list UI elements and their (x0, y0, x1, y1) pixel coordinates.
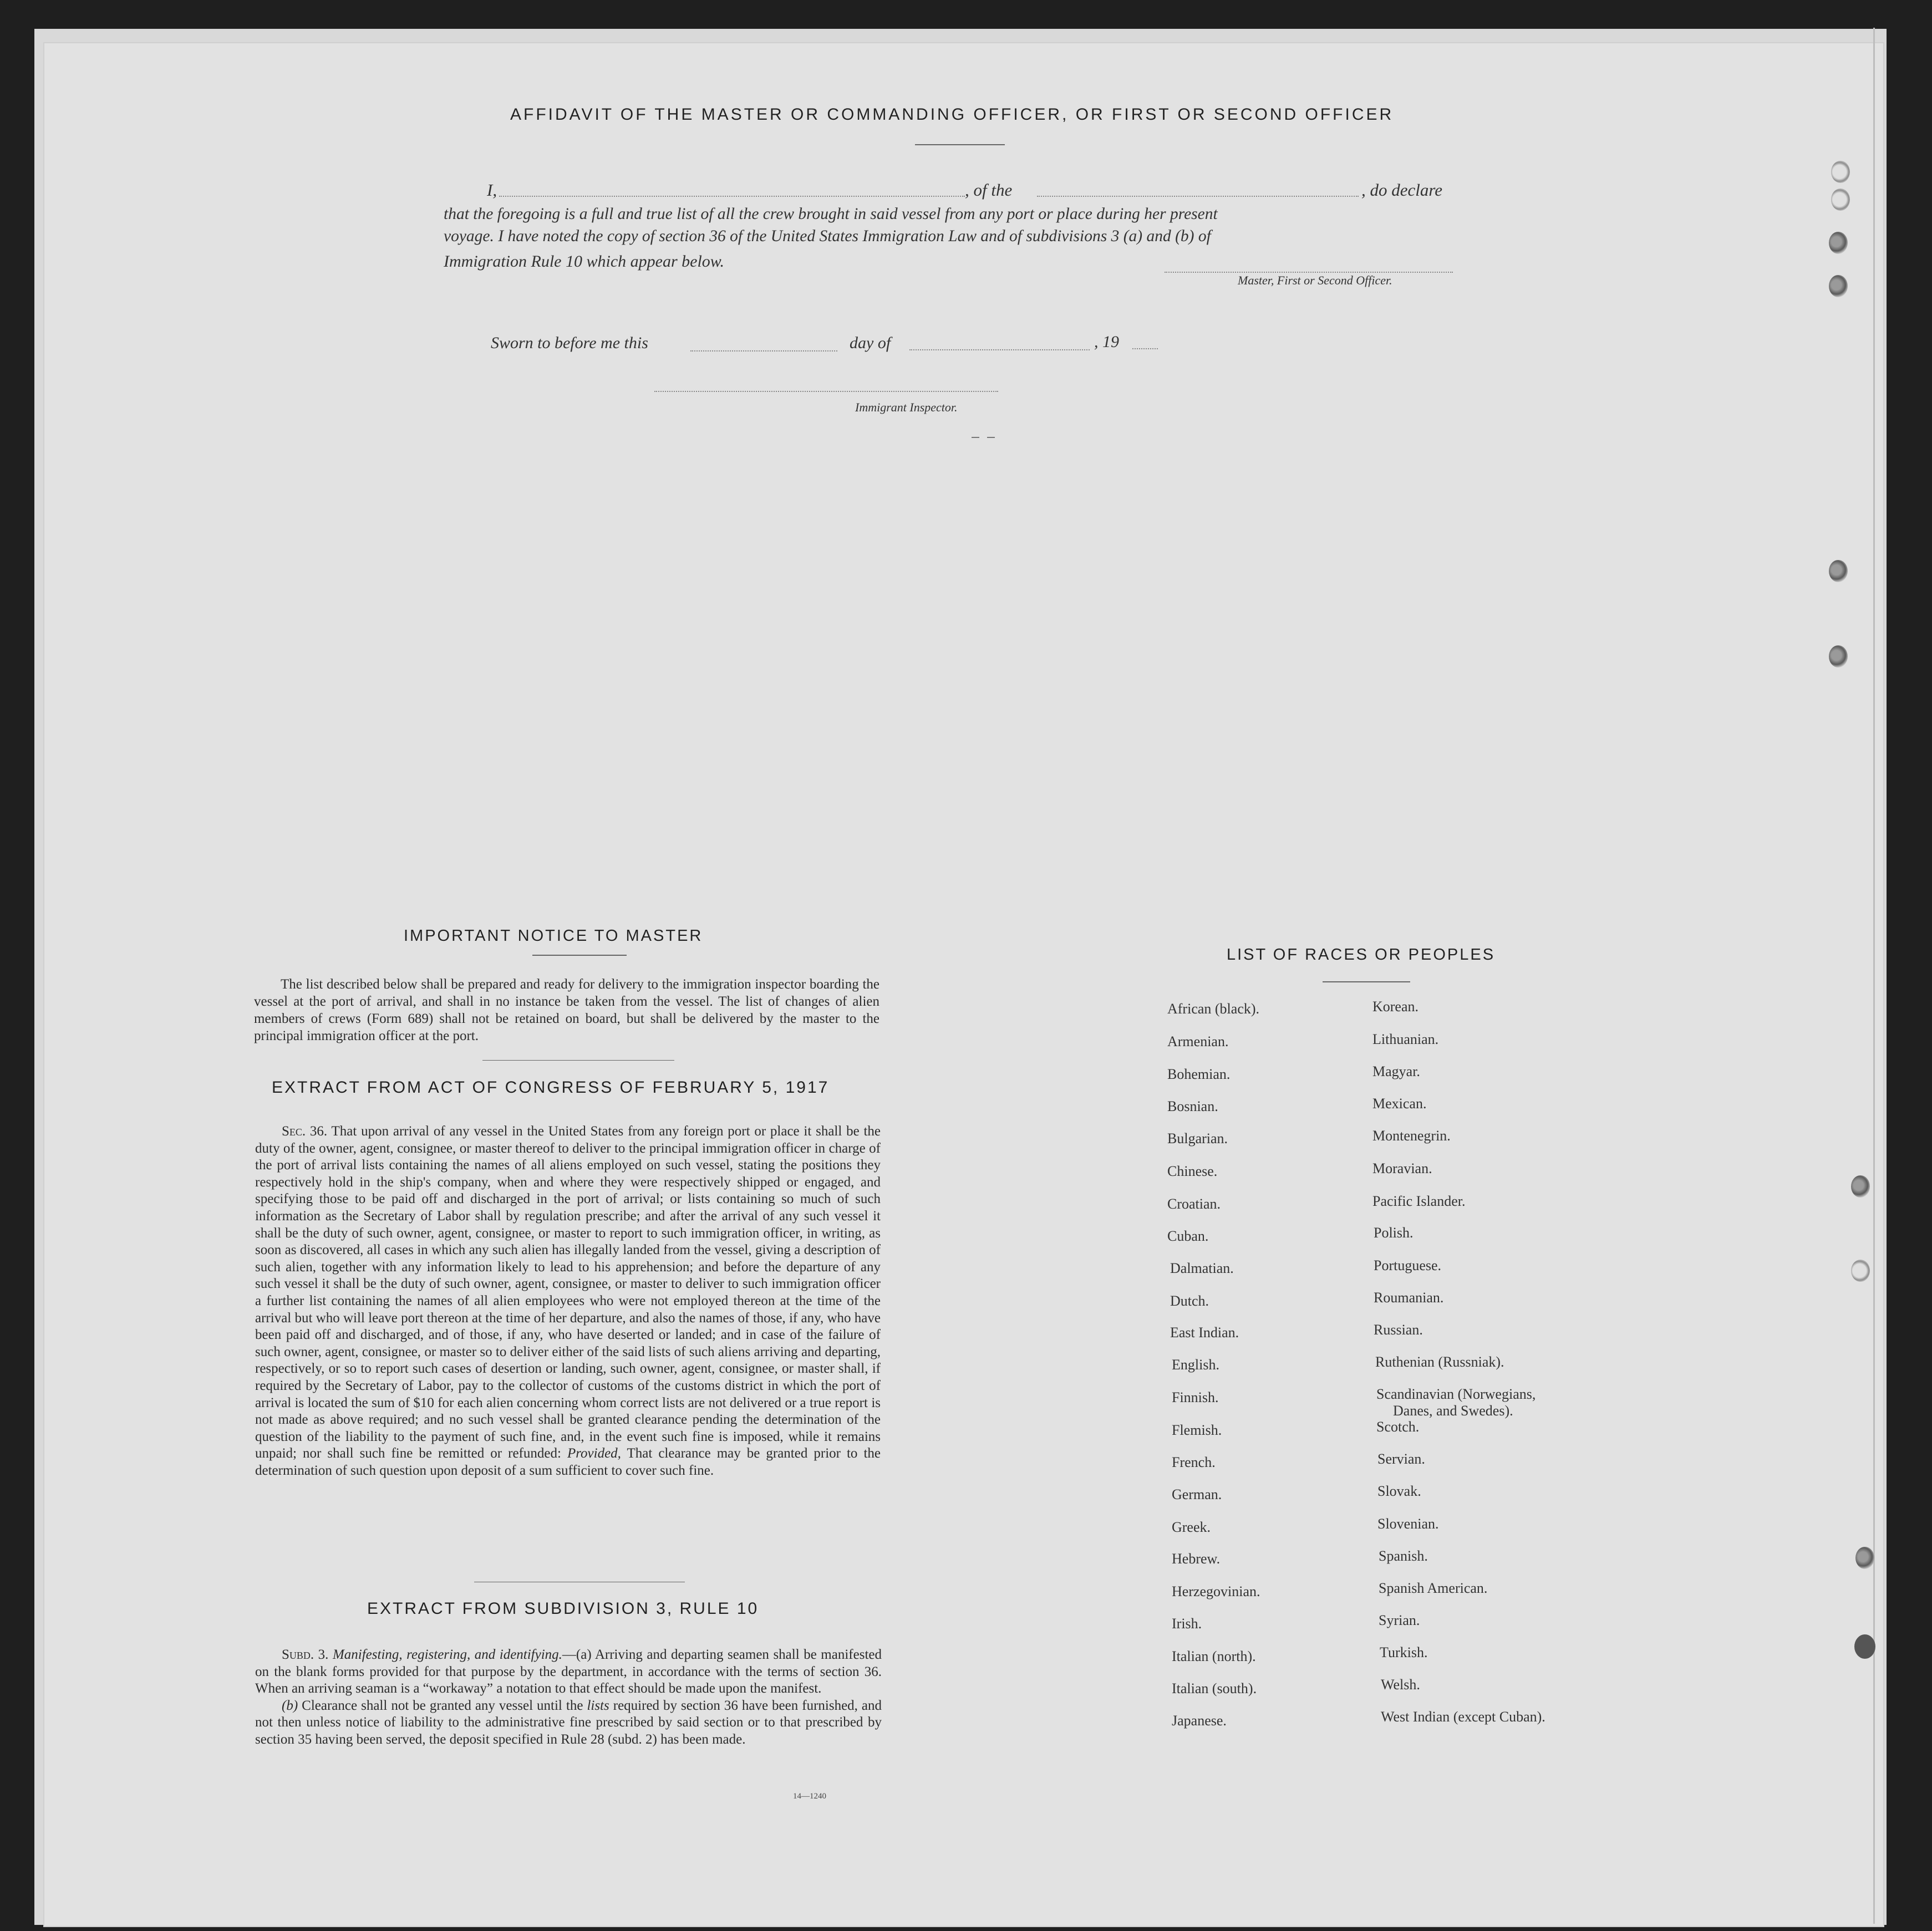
race-item: Ruthenian (Russniak). (1375, 1354, 1504, 1370)
inspector-caption: Immigrant Inspector. (855, 400, 958, 414)
form-number: 14—1240 (793, 1792, 826, 1801)
sworn-label: Sworn to before me this (491, 334, 648, 352)
year-line (1132, 348, 1158, 349)
heading-rule (532, 955, 627, 956)
race-item: Scandinavian (Norwegians, (1376, 1386, 1536, 1402)
race-item: Slovenian. (1377, 1516, 1439, 1532)
do-declare-label: , do declare (1361, 180, 1443, 200)
day-of-label: day of (850, 334, 891, 352)
punch-hole-mark (1831, 188, 1850, 211)
year-label: , 19 (1094, 333, 1119, 351)
race-item: Finnish. (1172, 1389, 1219, 1405)
race-item: Bohemian. (1167, 1066, 1231, 1082)
sworn-month-line (909, 349, 1090, 350)
proviso-label: Provided, (567, 1446, 621, 1461)
sworn-day-line (690, 350, 837, 351)
punch-hole-mark (1854, 1634, 1875, 1659)
affidavit-line: that the foregoing is a full and true list of all the crew brought in said vessel from any port or place during her present (444, 205, 1218, 223)
signature-line (1165, 272, 1453, 273)
subd-a-marker: —(a) (562, 1647, 592, 1662)
act-text: That upon arrival of any vessel in the United States from any foreign port or place it shall be the duty of the owner, agent, consignee, or master thereof to deliver to the principal immigration officer in charge of the port of arrival lists containing the names of all aliens employed on such vessel, stating the positions they respectively hold in the ship's company, when and where they were respectively shipped or engaged, and specifying those to be paid off and discharged in the port of arrival; or lists containing so much of such information as the Secretary of Labor shall by regulation prescribe; and after the arrival of any such vessel it shall be the duty of such owner, agent, consignee, or master to report to such immigration officer, in writing, as soon as discovered, all cases in which any such alien has illegally landed from the vessel, giving a description of such alien, together with any information likely to lead to his apprehension; and before the departure of any such vessel it shall be the duty of such owner, agent, consignee, or master to deliver to such immigration officer a further list containing the names of all alien employees who were not employed thereon at the time of the arrival but who will leave port thereon at the time of her departure, and also the names of those, if any, who have been paid off and discharged, and of those, if any, who have deserted or landed; and in case of the failure of such owner, agent, consignee, or master so to deliver either of the said lists of such aliens arriving and departing, respectively, or so to report such cases of desertion or landing, such owner, agent, consignee, or master shall, if required by the Secretary of Labor, pay to the collector of customs of the customs district in which the port of arrival is located the sum of $10 for each alien concerning whom correct lists are not delivered or a true report is not made as above required; and no such vessel shall be granted clearance pending the determination of the question of the liability to the payment of such fine, and, in the event such fine is imposed, while it remains unpaid; nor shall such fine be remitted or refunded: (255, 1124, 881, 1461)
rule-paragraphs (255, 1647, 882, 1749)
vessel-of-label: , of the (965, 180, 1013, 200)
race-item: English. (1172, 1357, 1219, 1373)
punch-hole-mark (1831, 161, 1850, 183)
race-item: Cuban. (1167, 1228, 1209, 1244)
race-item: Servian. (1377, 1451, 1425, 1467)
race-item: Irish. (1172, 1616, 1202, 1632)
race-item: Chinese. (1167, 1163, 1218, 1179)
dash-mark (987, 437, 995, 438)
race-item: Pacific Islander. (1372, 1193, 1466, 1209)
heading-rule (1323, 981, 1410, 982)
act-text-end: That clearance may be granted prior to the determination of such question upon deposit of a sum sufficient to cover such fine. (255, 1446, 881, 1478)
race-item: Dutch. (1170, 1293, 1209, 1309)
race-item: Greek. (1172, 1519, 1211, 1535)
race-item: Syrian. (1379, 1612, 1420, 1628)
subd-b-marker: (b) (282, 1698, 298, 1713)
act-heading: EXTRACT FROM ACT OF CONGRESS OF FEBRUARY 5, 1917 (272, 1078, 830, 1097)
race-item: Bulgarian. (1167, 1130, 1228, 1147)
race-item: Moravian. (1372, 1160, 1432, 1176)
vessel-name-line (1037, 196, 1359, 197)
race-item: Herzegovinian. (1172, 1583, 1260, 1599)
race-item: Hebrew. (1172, 1551, 1221, 1567)
heading-rule (915, 144, 1005, 145)
race-item: East Indian. (1170, 1324, 1239, 1341)
race-item: Croatian. (1167, 1196, 1221, 1212)
race-item: Lithuanian. (1372, 1031, 1439, 1047)
race-item: Armenian. (1167, 1033, 1229, 1049)
affiant-name-label: I, (487, 180, 497, 200)
act-paragraph (255, 1123, 881, 1479)
race-item: Montenegrin. (1372, 1128, 1451, 1144)
race-item: French. (1172, 1454, 1216, 1470)
notice-paragraph (254, 976, 879, 1045)
race-item: Turkish. (1380, 1644, 1428, 1660)
subd-a-text: Arriving and departing seamen shall be manifested on the blank forms provided for that purpose by the department, in accordance with the terms of section 36. When an arriving seaman is a “workaway” a notation to that effect should be made upon the manifest. (255, 1647, 882, 1696)
race-item: Polish. (1374, 1225, 1414, 1241)
affidavit-line: Immigration Rule 10 which appear below. (444, 252, 725, 271)
lists-word: lists (587, 1698, 609, 1713)
punch-hole-mark (1829, 560, 1848, 582)
race-item: Italian (south). (1172, 1680, 1257, 1696)
race-item: Russian. (1374, 1322, 1423, 1338)
race-item: Magyar. (1372, 1063, 1420, 1079)
race-item: Japanese. (1172, 1713, 1227, 1729)
race-item: Mexican. (1372, 1096, 1427, 1112)
dash-mark (972, 437, 979, 438)
races-heading: LIST OF RACES OR PEOPLES (1227, 946, 1496, 964)
section-label: Sec. 36. (282, 1124, 328, 1139)
punch-hole-mark (1851, 1175, 1870, 1198)
inspector-signature-line (654, 391, 998, 392)
subd-b-text: Clearance shall not be granted any vessel until the (302, 1698, 583, 1713)
race-item: Spanish American. (1379, 1580, 1488, 1596)
race-item: Slovak. (1377, 1483, 1421, 1499)
race-item: Dalmatian. (1170, 1260, 1234, 1276)
race-item: Italian (north). (1172, 1648, 1256, 1664)
punch-hole-mark (1829, 275, 1848, 297)
race-item: Danes, and Swedes). (1393, 1403, 1513, 1419)
punch-hole-mark (1855, 1547, 1874, 1569)
subd-title: Manifesting, registering, and identifying. (332, 1647, 562, 1662)
race-item: Scotch. (1376, 1419, 1420, 1435)
race-item: German. (1172, 1486, 1222, 1502)
race-item: West Indian (except Cuban). (1381, 1709, 1545, 1725)
punch-hole-mark (1829, 232, 1848, 254)
race-item: Spanish. (1379, 1548, 1428, 1564)
punch-hole-mark (1851, 1260, 1870, 1282)
rule-heading: EXTRACT FROM SUBDIVISION 3, RULE 10 (367, 1599, 759, 1618)
affidavit-heading: AFFIDAVIT OF THE MASTER OR COMMANDING OFFICER, OR FIRST OR SECOND OFFICER (510, 105, 1394, 124)
subd-label: Subd. 3. (282, 1647, 329, 1662)
race-item: Roumanian. (1374, 1290, 1444, 1306)
notice-heading: IMPORTANT NOTICE TO MASTER (404, 927, 703, 945)
subd-b-text-end: required by section 36 have been furnished, and not then unless notice of liability to the administrative fine prescribed by said section or to that prescribed by section 35 having been served, the deposit specified in Rule 28 (subd. 2) has been made. (255, 1698, 882, 1747)
notice-text: The list described below shall be prepared and ready for delivery to the immigration inspector boarding the vessel at the port of arrival, and shall in no instance be taken from the vessel. The list of changes of alien members of crews (Form 689) shall not be retained on board, but shall be delivered by the master to the principal immigration officer at the port. (254, 977, 879, 1043)
race-item: Bosnian. (1167, 1098, 1218, 1114)
race-item: Portuguese. (1374, 1257, 1442, 1273)
signature-caption: Master, First or Second Officer. (1238, 273, 1392, 287)
punch-hole-mark (1829, 645, 1848, 668)
section-rule (482, 1060, 674, 1061)
affidavit-line: voyage. I have noted the copy of section 36 of the United States Immigration Law and of subdivisions 3 (a) and (b) of (444, 227, 1211, 245)
race-item: Korean. (1372, 998, 1419, 1015)
race-item: Welsh. (1381, 1677, 1420, 1693)
race-item: Flemish. (1172, 1422, 1222, 1438)
affiant-name-line (499, 196, 965, 197)
race-item: African (black). (1167, 1001, 1260, 1017)
